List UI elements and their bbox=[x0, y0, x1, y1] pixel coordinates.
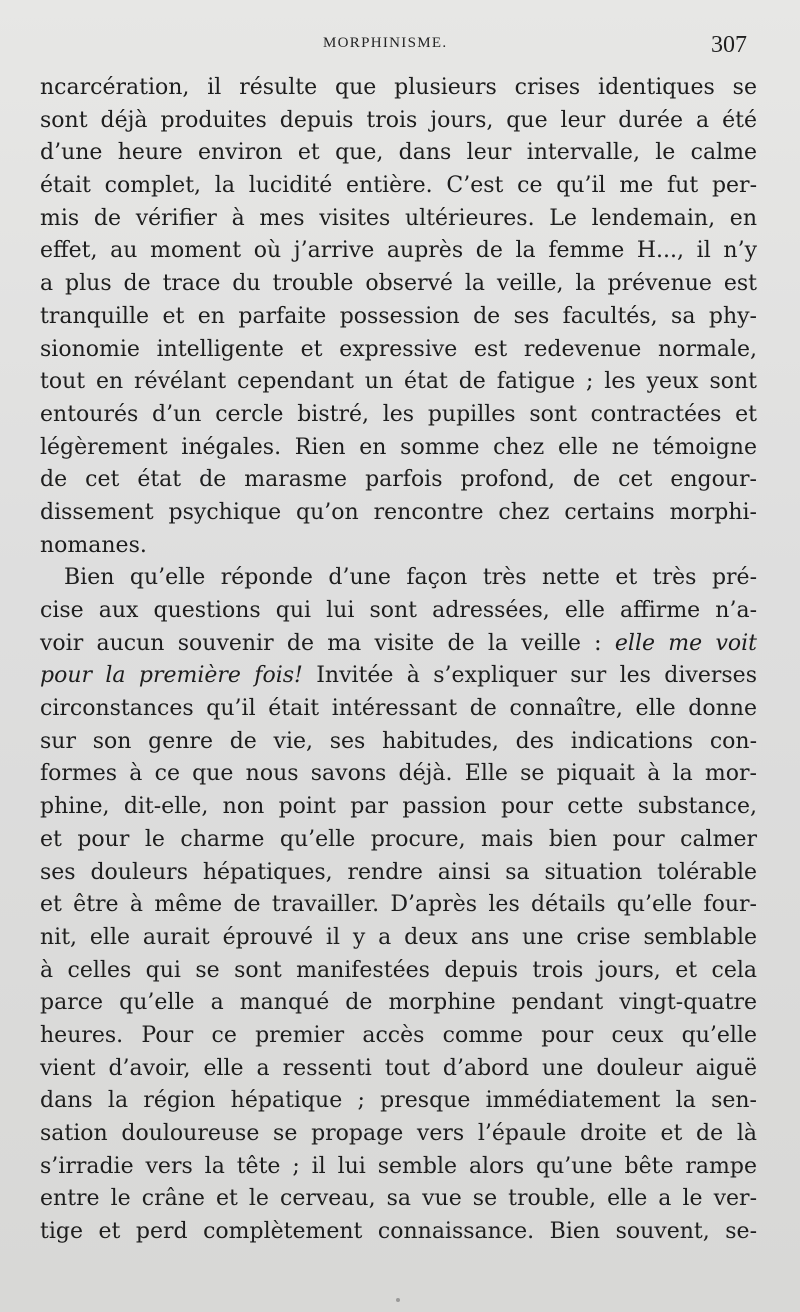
text-line: Bien qu’elle réponde d’une façon très nette et très pré- bbox=[64, 565, 757, 591]
text-line: sur son genre de vie, ses habitudes, des indications con- bbox=[40, 728, 757, 754]
text-line: tige et perd complètement connaissance. Bien souvent, se- bbox=[40, 1219, 757, 1245]
text-line: vient d’avoir, elle a ressenti tout d’abord une douleur aiguë bbox=[40, 1055, 757, 1081]
text-line: de cet état de marasme parfois profond, de cet engour- bbox=[40, 467, 757, 493]
text-line: mis de vérifier à mes visites ultérieures. Le lendemain, en bbox=[40, 205, 757, 231]
text-line: cise aux questions qui lui sont adressées, elle affirme n’a- bbox=[40, 598, 757, 623]
text-line: nit, elle aurait éprouvé il y a deux ans une crise semblable bbox=[40, 924, 757, 950]
italic-run: pour la première fois! bbox=[40, 663, 303, 689]
ink-speck bbox=[396, 1298, 400, 1302]
text-line bbox=[40, 628, 757, 661]
text-line: s’irradie vers la tête ; il lui semble alors qu’une bête rampe bbox=[40, 1153, 757, 1179]
chapter-title: MORPHINISME. bbox=[323, 35, 448, 51]
text-line: tranquille et en parfaite possession de ses facultés, sa phy- bbox=[40, 303, 757, 329]
text-line: entre le crâne et le cerveau, sa vue se trouble, elle a le ver- bbox=[40, 1186, 757, 1212]
text-line: d’une heure environ et que, dans leur intervalle, le calme bbox=[40, 140, 757, 166]
text-line: ses douleurs hépatiques, rendre ainsi sa situation tolérable bbox=[40, 859, 757, 885]
text-run: Invitée à s’expliquer sur les diverses bbox=[316, 663, 757, 689]
text-line: parce qu’elle a manqué de morphine pendant vingt-quatre bbox=[40, 990, 757, 1016]
text-line: légèrement inégales. Rien en somme chez elle ne témoigne bbox=[40, 434, 757, 460]
text-line: circonstances qu’il était intéressant de connaître, elle donne bbox=[40, 696, 757, 722]
text-line: formes à ce que nous savons déjà. Elle se piquait à la mor- bbox=[40, 761, 757, 787]
text-line: et pour le charme qu’elle procure, mais bien pour calmer bbox=[40, 826, 757, 852]
text-line: sionomie intelligente et expressive est redevenue normale, bbox=[40, 336, 757, 362]
italic-run: elle me voit bbox=[614, 630, 758, 656]
text-line: et être à même de travailler. D’après les détails qu’elle four- bbox=[40, 892, 757, 918]
text-line: a plus de trace du trouble observé la veille, la prévenue est bbox=[40, 271, 757, 297]
text-line: entourés d’un cercle bistré, les pupilles sont contractées et bbox=[40, 401, 757, 427]
text-line: dissement psychique qu’on rencontre chez certains morphi- bbox=[40, 499, 757, 525]
text-line: sation douloureuse se propage vers l’épaule droite et de là bbox=[40, 1121, 757, 1146]
text-line: nomanes. bbox=[40, 532, 147, 558]
text-line: tout en révélant cependant un état de fatigue ; les yeux sont bbox=[40, 369, 757, 395]
text-line: ncarcération, il résulte que plusieurs crises identiques se bbox=[40, 75, 757, 100]
text-line: dans la région hépatique ; presque immédiatement la sen- bbox=[40, 1088, 757, 1114]
text-line: était complet, la lucidité entière. C’est ce qu’il me fut per- bbox=[40, 173, 757, 199]
page-number: 307 bbox=[711, 32, 747, 58]
running-header bbox=[0, 33, 800, 59]
text-line bbox=[40, 660, 757, 693]
text-line: phine, dit-elle, non point par passion pour cette substance, bbox=[40, 794, 757, 820]
text-line: sont déjà produites depuis trois jours, que leur durée a été bbox=[40, 107, 757, 133]
text-run: voir aucun souvenir de ma visite de la veille : bbox=[40, 630, 602, 656]
text-line: heures. Pour ce premier accès comme pour ceux qu’elle bbox=[40, 1022, 757, 1048]
text-line: effet, au moment où j’arrive auprès de la femme H..., il n’y bbox=[40, 238, 757, 264]
text-line: à celles qui se sont manifestées depuis trois jours, et cela bbox=[40, 957, 757, 983]
body-text bbox=[40, 72, 757, 1249]
